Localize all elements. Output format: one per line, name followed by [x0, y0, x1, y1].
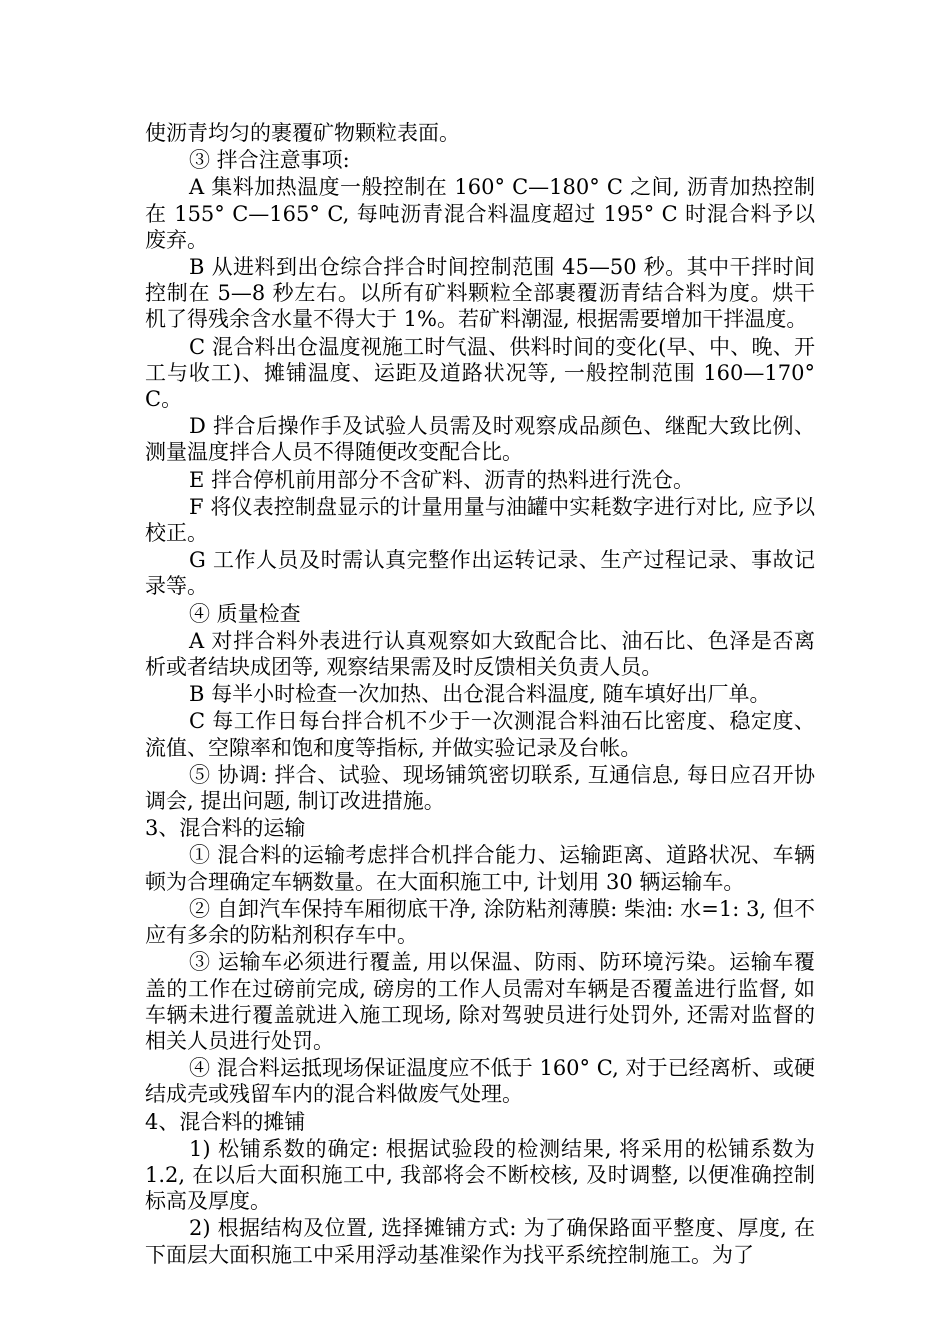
paragraph: B 每半小时检查一次加热、出仓混合料温度, 随车填好出厂单。: [189, 682, 771, 707]
section-heading: 3、混合料的运输: [145, 816, 306, 841]
paragraph: 1) 松铺系数的确定: 根据试验段的检测结果, 将采用的松铺系数为 1.2, 在以后大面积施工中, 我部将会不断校核, 及时调整, 以便准确控制标高及厚度。: [145, 1136, 815, 1214]
paragraph: D 拌合后操作手及试验人员需及时观察成品颜色、继配大致比例、测量温度拌合人员不得随便改变配合比。: [145, 414, 815, 465]
paragraph: ③ 运输车必须进行覆盖, 用以保温、防雨、防环境污染。运输车覆盖的工作在过磅前完成, 磅房的工作人员需对车辆是否覆盖进行监督, 如车辆未进行覆盖就进入施工现场, 除对驾驶员进行处罚外, 还需对监督的相关人员进行处罚。: [145, 950, 815, 1053]
paragraph: A 对拌合料外表进行认真观察如大致配合比、油石比、色泽是否离析或者结块成团等, 观察结果需及时反馈相关负责人员。: [145, 628, 815, 680]
paragraph: A 集料加热温度一般控制在 160° C—180° C 之间, 沥青加热控制在 155° C—165° C, 每吨沥青混合料温度超过 195° C 时混合料予以废弃。: [145, 175, 815, 252]
paragraph: 使沥青均匀的裹覆矿物颗粒表面。: [145, 121, 460, 145]
paragraph: ① 混合料的运输考虑拌合机拌合能力、运输距离、道路状况、车辆顿为合理确定车辆数量。在大面积施工中, 计划用 30 辆运输车。: [145, 843, 815, 894]
paragraph: B 从进料到出仓综合拌合时间控制范围 45—50 秒。其中干拌时间控制在 5—8 秒左右。以所有矿料颗粒全部裹覆沥青结合料为度。烘干机了得残余含水量不得大于 1%。若矿料潮湿, 根据需要增加干拌温度。: [145, 255, 815, 332]
paragraph: F 将仪表控制盘显示的计量用量与油罐中实耗数字进行对比, 应予以校正。: [145, 494, 815, 546]
paragraph: ⑤ 协调: 拌合、试验、现场铺筑密切联系, 互通信息, 每日应召开协调会, 提出问题, 制订改进措施。: [145, 762, 815, 814]
section-heading: ③ 拌合注意事项:: [189, 148, 350, 173]
paragraph: ② 自卸汽车保持车厢彻底干净, 涂防粘剂薄膜: 柴油: 水=1: 3, 但不应有多余的防粘剂积存车中。: [145, 896, 815, 948]
paragraph: E 拌合停机前用部分不含矿料、沥青的热料进行洗仓。: [189, 467, 695, 492]
paragraph: ④ 混合料运抵现场保证温度应不低于 160° C, 对于已经离析、或硬结成壳或残留车内的混合料做废气处理。: [145, 1056, 815, 1107]
paragraph: C 混合料出仓温度视施工时气温、供料时间的变化(早、中、晚、开工与收工)、摊铺温度、运距及道路状况等, 一般控制范围 160—170° C。: [145, 334, 815, 412]
paragraph: C 每工作日每台拌合机不少于一次测混合料油石比密度、稳定度、流值、空隙率和饱和度等指标, 并做实验记录及台帐。: [145, 709, 815, 760]
section-heading: 4、混合料的摊铺: [145, 1109, 306, 1134]
section-heading: ④ 质量检查: [189, 601, 301, 626]
document-body: [145, 120, 815, 1269]
paragraph: G 工作人员及时需认真完整作出运转记录、生产过程记录、事故记录等。: [145, 548, 815, 599]
paragraph: 2) 根据结构及位置, 选择摊铺方式: 为了确保路面平整度、厚度, 在下面层大面积施工中采用浮动基准梁作为找平系统控制施工。为了: [145, 1216, 815, 1267]
